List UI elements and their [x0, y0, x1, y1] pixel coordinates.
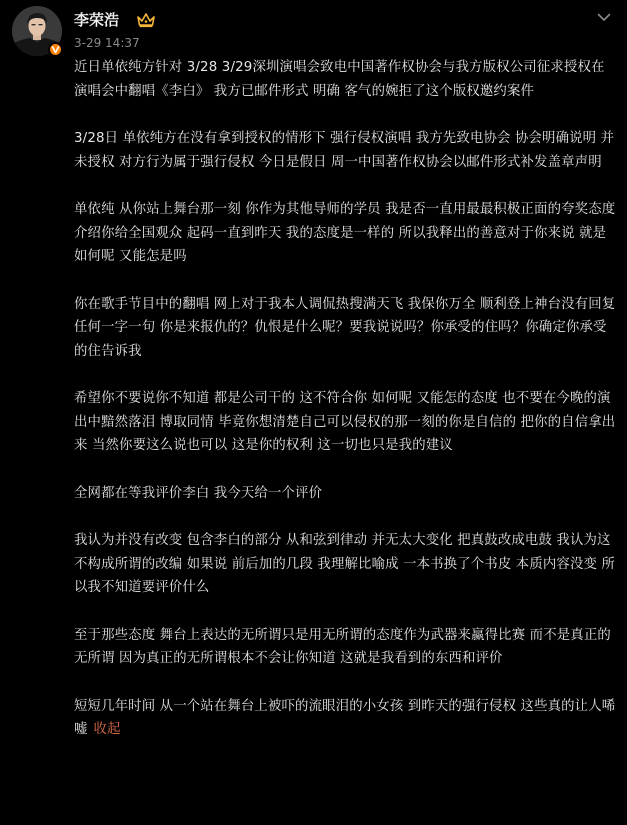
post-time[interactable]: 3-29 14:37	[74, 36, 140, 50]
post-paragraph: 近日单依纯方针对 3/28 3/29深圳演唱会致电中国著作权协会与我方版权公司征求授权在演唱会中翻唱《李白》 我方已邮件形式 明确 客气的婉拒了这个版权邀约案件	[74, 60, 605, 99]
post-header	[12, 6, 615, 54]
post-content	[74, 56, 618, 742]
post-paragraph: 单依纯 从你站上舞台那一刻 你作为其他导师的学员 我是否一直用最最积极正面的夸奖态度介绍你给全国观众 起码一直到昨天 我的态度是一样的 所以我释出的善意对于你来说 就是 如何呢 又能怎是吗	[74, 202, 616, 264]
post-paragraph: 全网都在等我评价李白 我今天给一个评价	[74, 485, 323, 501]
post-last-paragraph	[74, 695, 618, 742]
verified-v-icon	[48, 42, 63, 57]
author-name[interactable]: 李荣浩	[74, 11, 120, 29]
post-paragraph: 3/28日 单依纯方在没有拿到授权的情形下 强行侵权演唱 我方先致电协会 协会明确说明 并未授权 对方行为属于强行侵权 今日是假日 周一中国著作权协会以邮件形式补发盖章声明	[74, 131, 615, 170]
chevron-down-icon	[597, 13, 611, 22]
more-options-button[interactable]	[593, 6, 615, 28]
post-paragraph: 我认为并没有改变 包含李白的部分 从和弦到律动 并无太大变化 把真鼓改成电鼓 我认为这不构成所谓的改编 如果说 前后加的几段 我理解比喻成 一本书换了个书皮 本质内容没变 所以我不知道要评价什么	[74, 533, 615, 595]
crown-icon[interactable]	[136, 12, 156, 28]
post-paragraph: 你在歌手节目中的翻唱 网上对于我本人调侃热搜满天飞 我保你万全 顺利登上神台没有回复任何一字一句 你是来报仇的？仇恨是什么呢？要我说说吗？你承受的住吗？你确定你承受的住告诉我	[74, 296, 616, 359]
post-paragraph: 至于那些态度 舞台上表达的无所谓只是用无所谓的态度作为武器来赢得比赛 而不是真正的无所谓 因为真正的无所谓根本不会让你知道 这就是我看到的东西和评价	[74, 627, 611, 666]
post-paragraph-text: 短短几年时间 从一个站在舞台上被吓的流眼泪的小女孩 到昨天的强行侵权 这些真的让人唏嘘	[74, 698, 616, 737]
post-paragraph: 希望你不要说你不知道 都是公司干的 这不符合你 如何呢 又能怎的态度 也不要在今晚的演出中黯然落泪 博取同情 毕竟你想清楚自己可以侵权的那一刻的你是自信的 把你的自信拿出来 当然你要这么说也可以 这是你的权利 这一切也只是我的建议	[74, 391, 616, 453]
collapse-link[interactable]: 收起	[93, 722, 121, 737]
